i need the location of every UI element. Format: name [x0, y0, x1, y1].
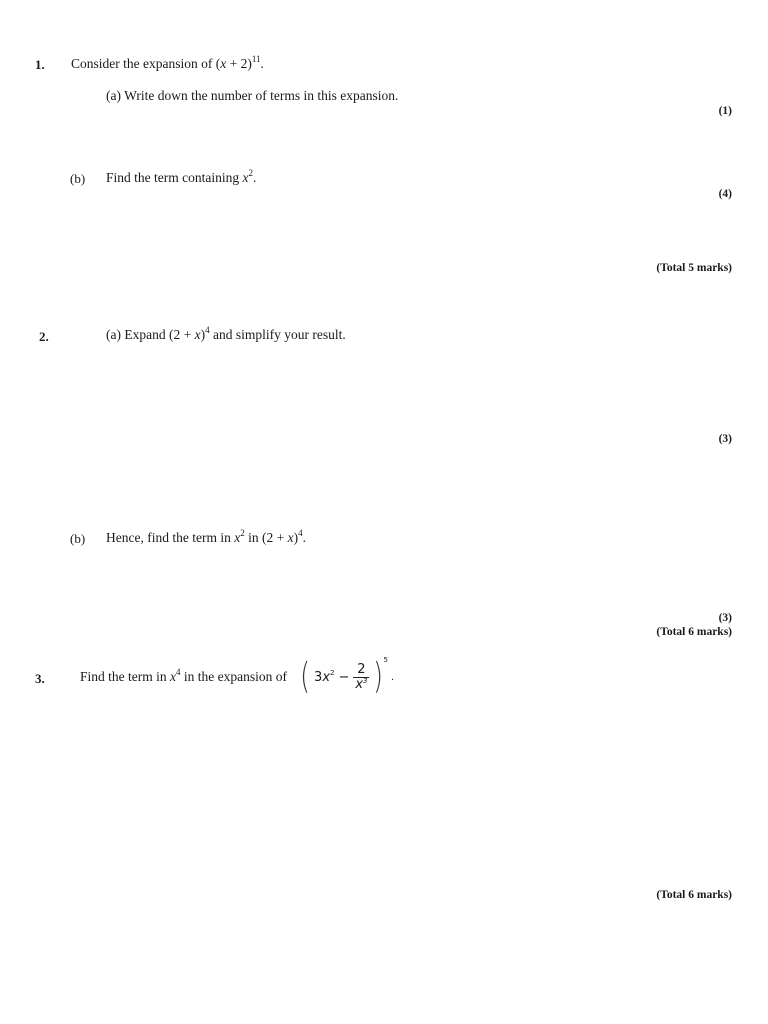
question-1b-label: (b) — [70, 171, 86, 186]
question-3-number: 3. — [35, 671, 45, 686]
question-2b-text: Hence, find the term in $x^2$ in $(2 + x)^4$. — [106, 528, 306, 545]
right-paren: ) — [373, 656, 384, 697]
question-3-stem: Find the term in $x^4$ in the expansion of — [80, 667, 287, 684]
formula-fraction: $\frac{2}{x^3}$ — [355, 661, 368, 692]
question-1b-marks: (4) — [718, 188, 732, 200]
formula-end: . — [390, 671, 395, 683]
question-2-total: (Total 6 marks) — [656, 626, 732, 638]
question-1-stem: Consider the expansion of $(x + 2)^{11}$. — [71, 54, 264, 71]
left-paren: ( — [300, 656, 310, 697]
part-text: Write down the number of terms in this expansion. — [124, 88, 399, 103]
question-1b-text: Find the term containing $x^2$. — [106, 168, 257, 185]
question-2-number: 2. — [39, 329, 49, 344]
question-2a-marks: (3) — [718, 433, 732, 445]
question-1-number: 1. — [35, 57, 45, 72]
formula-minus: − — [338, 669, 350, 685]
formula-outer-exponent: 5 — [383, 656, 388, 664]
question-1a-marks: (1) — [718, 105, 732, 117]
question-1a — [106, 88, 398, 104]
question-1-total: (Total 5 marks) — [656, 262, 732, 274]
question-3-total: (Total 6 marks) — [656, 889, 732, 901]
part-label: (a) — [106, 88, 121, 103]
question-2b-marks: (3) — [718, 612, 732, 624]
question-2b-label: (b) — [70, 531, 86, 546]
formula-term: $3x^2$ — [314, 668, 335, 685]
question-2a: (a) Expand $(2 + x)^4$ and simplify your result. — [106, 325, 346, 342]
question-3-formula — [298, 654, 394, 700]
